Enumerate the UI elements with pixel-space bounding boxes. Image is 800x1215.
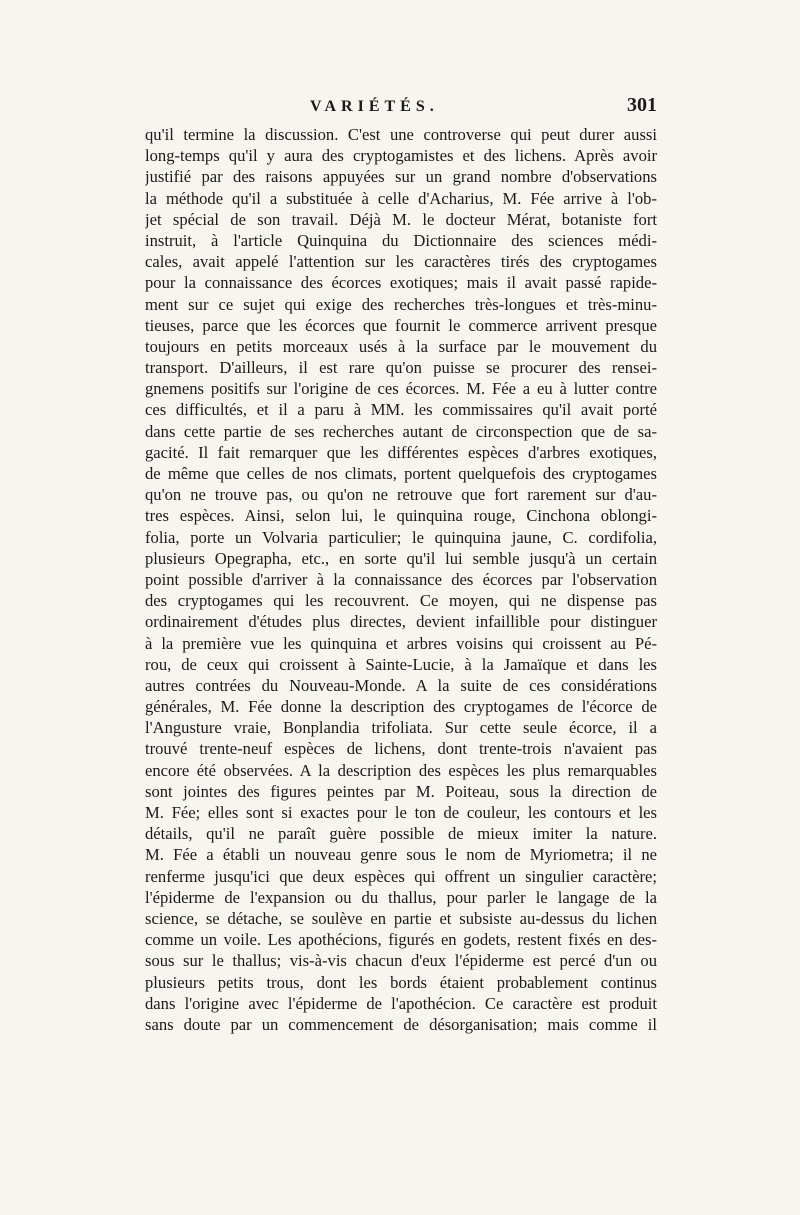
page-header (145, 94, 657, 122)
running-title: VARIÉTÉS. (310, 98, 439, 115)
text-line: la méthode qu'il a substituée à celle d'Acharius, M. Fée arrive à l'ob- (145, 188, 657, 208)
text-line: pour la connaissance des écorces exotiques; mais il avait passé rapide- (145, 273, 657, 293)
text-line: instruit, à l'article Quinquina du Dictionnaire des sciences médi- (145, 230, 657, 250)
text-line: encore été observées. A la description des espèces les plus remarquables (145, 760, 657, 780)
text-line: jet spécial de son travail. Déjà M. le docteur Mérat, botaniste fort (145, 209, 657, 229)
body-text (145, 124, 657, 1035)
text-line: renferme jusqu'ici que deux espèces qui offrent un singulier caractère; (145, 866, 657, 886)
text-line: dans cette partie de ses recherches autant de circonspection que de sa- (145, 421, 657, 441)
text-line: comme un voile. Les apothécions, figurés en godets, restent fixés en des- (145, 930, 657, 950)
page-number: 301 (627, 94, 657, 116)
text-line: gacité. Il fait remarquer que les différentes espèces d'arbres exotiques, (145, 442, 657, 462)
text-line: qu'il termine la discussion. C'est une controverse qui peut durer aussi (145, 125, 657, 144)
text-line: sous sur le thallus; vis-à-vis chacun d'eux l'épiderme est percé d'un ou (145, 951, 657, 971)
text-line: plusieurs Opegrapha, etc., en sorte qu'il lui semble jusqu'à un certain (145, 548, 657, 568)
text-line: science, se détache, se soulève en partie et subsiste au-dessus du lichen (145, 908, 657, 928)
text-line: générales, M. Fée donne la description des cryptogames de l'écorce de (145, 697, 657, 717)
text-line: plusieurs petits trous, dont les bords étaient probablement continus (145, 972, 657, 992)
text-line: qu'on ne trouve pas, ou qu'on ne retrouve que fort rarement sur d'au- (145, 485, 657, 505)
text-line: des cryptogames qui les recouvrent. Ce moyen, qui ne dispense pas (145, 591, 657, 611)
text-line: sont jointes des figures peintes par M. Poiteau, sous la direction de (145, 781, 657, 801)
text-line: ces difficultés, et il a paru à MM. les commissaires qu'il avait porté (145, 400, 657, 420)
text-line: de même que celles de nos climats, portent quelquefois des cryptogames (145, 464, 657, 483)
text-line: détails, qu'il ne paraît guère possible de mieux imiter la nature. (145, 824, 657, 844)
text-line: ordinairement d'études plus directes, devient infaillible pour distinguer (145, 612, 657, 632)
text-line: tres espèces. Ainsi, selon lui, le quinquina rouge, Cinchona oblongi- (145, 506, 657, 526)
text-line: gnemens positifs sur l'origine de ces écorces. M. Fée a eu à lutter contre (145, 379, 657, 399)
text-line: à la première vue les quinquina et arbres voisins qui croissent au Pé- (145, 633, 657, 653)
text-line: dans l'origine avec l'épiderme de l'apothécion. Ce caractère est produit (145, 993, 657, 1013)
text-line: l'Angusture vraie, Bonplandia trifoliata. Sur cette seule écorce, il a (145, 718, 657, 738)
text-line: autres contrées du Nouveau-Monde. A la suite de ces considérations (145, 675, 657, 695)
text-line: cales, avait appelé l'attention sur les caractères tirés des cryptogames (145, 252, 657, 272)
text-line: tieuses, parce que les écorces que fournit le commerce arrivent presque (145, 315, 657, 335)
text-line: ment sur ce sujet qui exige des recherches très-longues et très-minu- (145, 294, 657, 314)
text-line: transport. D'ailleurs, il est rare qu'on puisse se procurer des rensei- (145, 358, 657, 378)
text-line: rou, de ceux qui croissent à Sainte-Lucie, à la Jamaïque et dans les (145, 654, 657, 674)
text-line: l'épiderme de l'expansion ou du thallus, pour parler le langage de la (145, 887, 657, 907)
text-line: sans doute par un commencement de désorganisation; mais comme il (145, 1014, 657, 1034)
text-line: point possible d'arriver à la connaissance des écorces par l'observation (145, 569, 657, 589)
text-line: toujours en petits morceaux usés à la surface par le mouvement du (145, 336, 657, 356)
text-line: folia, porte un Volvaria particulier; le quinquina jaune, C. cordifolia, (145, 527, 657, 547)
text-line: M. Fée; elles sont si exactes pour le ton de couleur, les contours et les (145, 803, 657, 822)
text-line: M. Fée a établi un nouveau genre sous le nom de Myriometra; il ne (145, 845, 657, 865)
text-line: justifié par des raisons appuyées sur un grand nombre d'observations (145, 167, 657, 187)
text-line: long-temps qu'il y aura des cryptogamistes et des lichens. Après avoir (145, 146, 657, 166)
text-line: trouvé trente-neuf espèces de lichens, dont trente-trois n'avaient pas (145, 739, 657, 759)
